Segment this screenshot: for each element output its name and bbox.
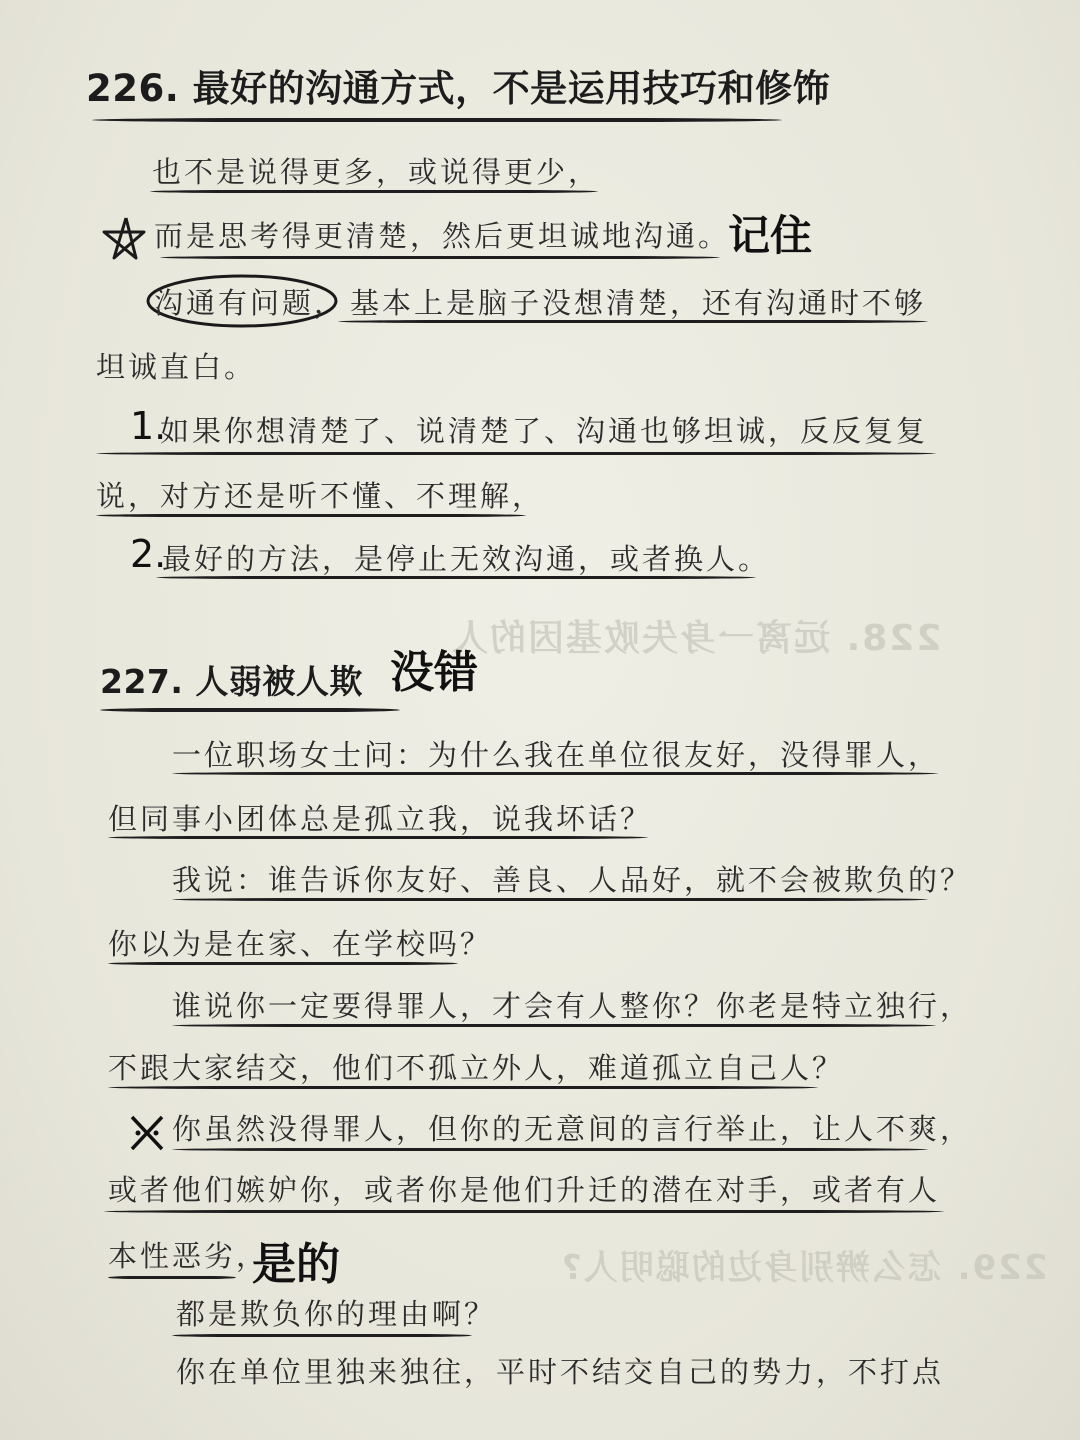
remember-annotation: 记住 (728, 211, 813, 260)
title-226-underline (92, 118, 782, 122)
s226-line-2: 而是思考得更清楚，然后更坦诚地沟通。 (154, 219, 731, 253)
s227-line-1: 一位职场女士问：为什么我在单位很友好，没得罪人， (172, 738, 941, 772)
bleed-through-title-229: 229. 怎么辨别身边的聪明人? (560, 1248, 1048, 1288)
s227-line-4-underline (108, 962, 458, 965)
s226-line-6: 说，对方还是听不懂、不理解， (96, 479, 545, 513)
right-annotation: 没错 (390, 647, 478, 698)
s226-line-3a: 沟通有问题， (154, 286, 347, 320)
s226-line-3b: 基本上是脑子没想清楚，还有沟通时不够 (350, 286, 927, 320)
s227-line-5: 谁说你一定要得罪人，才会有人整你？你老是特立独行， (172, 989, 973, 1023)
s227-line-9: 本性恶劣， (108, 1239, 269, 1273)
s227-line-6-underline (108, 1086, 818, 1089)
s227-line-1-underline (172, 772, 938, 775)
section-227-title: 227. 人弱被人欺 (100, 662, 363, 701)
s227-line-7-underline (172, 1148, 928, 1151)
yes-annotation: 是的 (252, 1239, 340, 1290)
s227-line-10: 都是欺负你的理由啊？ (176, 1297, 497, 1331)
title-227-underline (100, 708, 400, 712)
s227-line-10-underline (172, 1334, 472, 1337)
s227-line-3-underline (172, 898, 928, 901)
s227-line-8-underline (104, 1210, 944, 1213)
s226-line-1-underline (150, 190, 598, 193)
s226-line-7-underline (156, 576, 756, 579)
s226-line-4: 坦诚直白。 (96, 350, 257, 384)
star-mark-icon (100, 212, 150, 262)
s227-line-2: 但同事小团体总是孤立我，说我坏话？ (108, 802, 653, 836)
s226-line-5-underline (96, 452, 936, 455)
s226-line-5: 如果你想清楚了、说清楚了、沟通也够坦诚，反反复复 (160, 414, 929, 448)
cross-mark-icon (128, 1113, 168, 1153)
bleed-through-title-228: 228. 远离一身失败基因的人 (450, 618, 942, 659)
s227-line-2-underline (108, 836, 648, 839)
s227-line-9-underline (108, 1276, 236, 1279)
s227-line-4: 你以为是在家、在学校吗？ (108, 927, 493, 961)
s226-line-3-underline (338, 320, 928, 323)
s227-line-3: 我说：谁告诉你友好、善良、人品好，就不会被欺负的？ (172, 863, 973, 897)
s226-line-2-underline (160, 256, 720, 259)
s227-line-6: 不跟大家结交，他们不孤立外人，难道孤立自己人？ (108, 1051, 845, 1085)
s227-line-5-underline (172, 1024, 936, 1027)
s227-line-11: 你在单位里独来独往，平时不结交自己的势力，不打点 (176, 1355, 945, 1389)
s227-line-8: 或者他们嫉妒你，或者你是他们升迁的潜在对手，或者有人 (108, 1173, 941, 1207)
section-226-title: 226. 最好的沟通方式，不是运用技巧和修饰 (86, 67, 831, 110)
s226-line-1: 也不是说得更多，或说得更少， (152, 155, 601, 189)
s226-line-6-underline (96, 514, 526, 517)
s227-line-7: 你虽然没得罪人，但你的无意间的言行举止，让人不爽， (172, 1112, 973, 1146)
s226-line-7: 最好的方法，是停止无效沟通，或者换人。 (162, 542, 771, 576)
number-2-annotation: 2. (130, 532, 167, 576)
number-1-annotation: 1. (130, 404, 167, 448)
